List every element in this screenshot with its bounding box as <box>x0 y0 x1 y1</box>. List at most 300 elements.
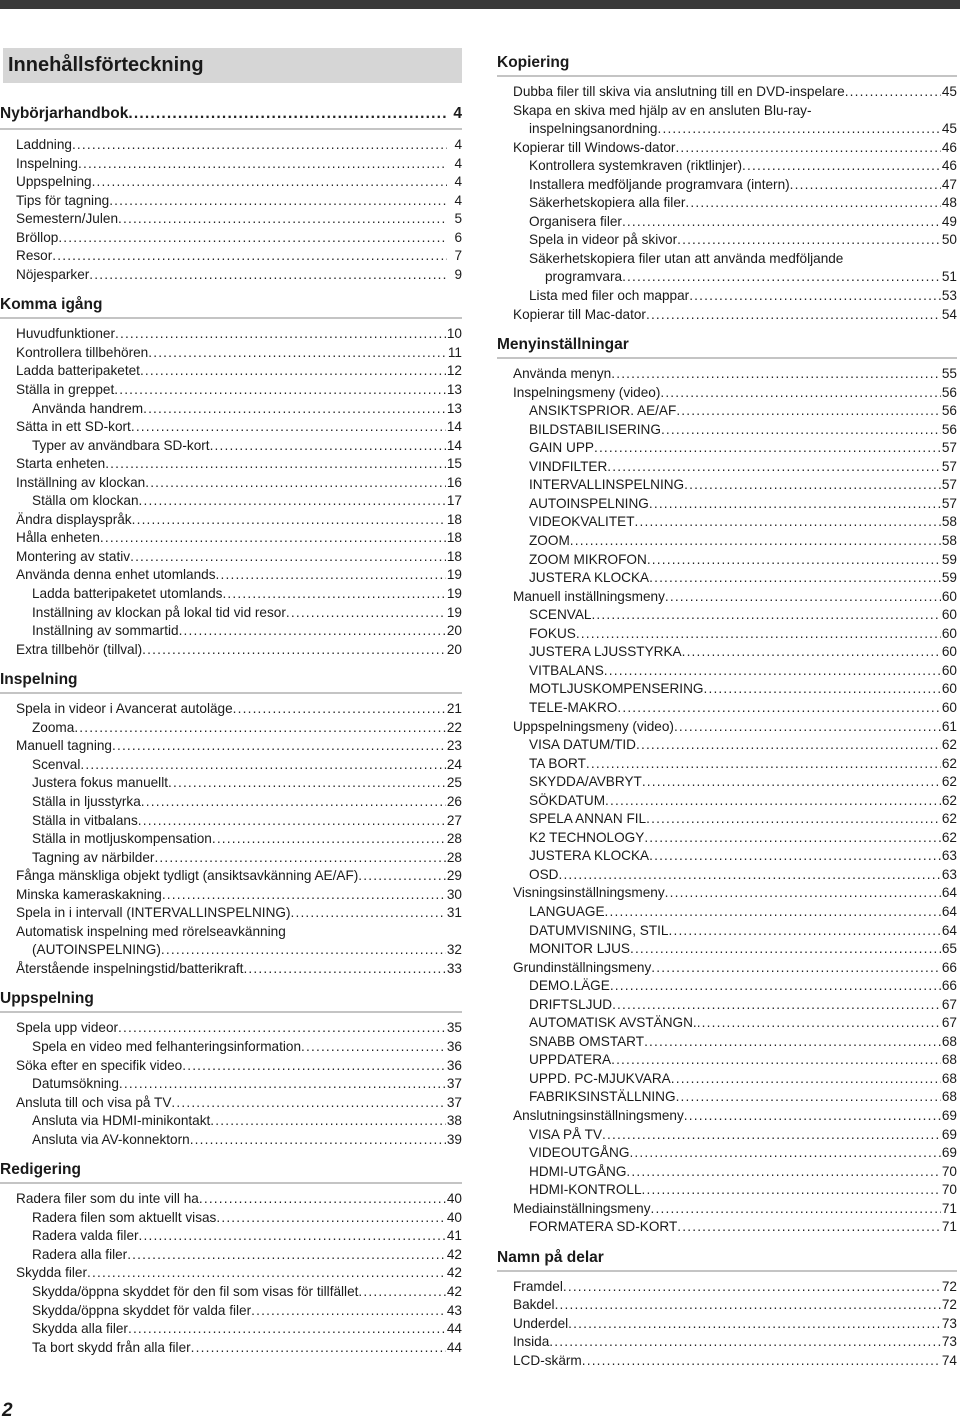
toc-entry[interactable] <box>497 421 957 440</box>
toc-entry[interactable] <box>497 83 957 102</box>
toc-entry[interactable] <box>497 1014 957 1033</box>
toc-items <box>497 83 957 324</box>
toc-entry[interactable] <box>497 384 957 403</box>
toc-entry-label: INTERVALLINSPELNING <box>529 477 685 493</box>
toc-entry-page: 28 <box>446 831 462 847</box>
toc-items <box>0 700 462 978</box>
toc-entry[interactable] <box>497 402 957 421</box>
dot-leader <box>243 960 445 979</box>
toc-entry[interactable] <box>497 532 957 551</box>
dot-leader <box>665 588 941 607</box>
dot-leader <box>644 829 941 848</box>
toc-entry[interactable] <box>0 1264 462 1283</box>
toc-entry-page: 65 <box>941 941 957 957</box>
toc-entry[interactable] <box>0 830 462 849</box>
toc-entry-page: 36 <box>446 1038 462 1054</box>
toc-entry-page: 12 <box>446 363 462 379</box>
toc-entry-page: 42 <box>446 1246 462 1262</box>
toc-entry-label: FABRIKSINSTÄLLNING <box>529 1089 676 1105</box>
toc-entry[interactable] <box>497 306 957 325</box>
toc-entry[interactable] <box>0 960 462 979</box>
toc-entry-label: Laddning <box>16 137 72 152</box>
toc-entry-page: 19 <box>446 567 462 583</box>
toc-entry[interactable] <box>497 1181 957 1200</box>
toc-entry[interactable] <box>0 511 462 530</box>
toc-entry[interactable] <box>497 1126 957 1145</box>
toc-entry[interactable] <box>497 1278 957 1297</box>
toc-entry-label: Fånga mänskliga objekt tydligt (ansiktsavkänning AE/AF) <box>16 868 359 884</box>
toc-entry[interactable] <box>497 1033 957 1052</box>
toc-entry-page: 45 <box>941 121 957 137</box>
toc-entry-label: OSD <box>529 866 559 882</box>
toc-entry[interactable] <box>497 810 957 829</box>
toc-entry-label: Inställning av sommartid <box>32 623 179 639</box>
toc-entry-label: Bröllop <box>16 229 59 245</box>
toc-entry[interactable] <box>0 923 462 960</box>
section-heading: Uppspelning <box>0 990 462 1013</box>
toc-entry-label: Starta enheten <box>16 456 106 472</box>
toc-entry-page: 70 <box>941 1163 957 1179</box>
toc-entry-page: 59 <box>941 551 957 567</box>
toc-entry-label: SÖKDATUM <box>529 792 606 808</box>
dot-leader <box>635 513 941 532</box>
toc-entry-label: Använda menyn <box>513 366 612 382</box>
toc-entry-page: 56 <box>941 403 957 419</box>
toc-entry[interactable] <box>0 173 462 192</box>
toc-section <box>497 1249 957 1371</box>
toc-entry-page: 60 <box>941 662 957 678</box>
toc-entry-page: 61 <box>941 718 957 734</box>
toc-entry[interactable] <box>497 213 957 232</box>
toc-entry-page: 60 <box>941 681 957 697</box>
toc-entry-page: 20 <box>446 623 462 639</box>
toc-entry-page: 19 <box>446 604 462 620</box>
toc-entry[interactable] <box>497 606 957 625</box>
toc-entry-page: 69 <box>941 1107 957 1123</box>
dot-leader <box>682 643 941 662</box>
dot-leader <box>100 529 446 548</box>
toc-entry[interactable] <box>497 495 957 514</box>
toc-entry[interactable] <box>497 773 957 792</box>
toc-entry[interactable] <box>497 157 957 176</box>
toc-entry-page: 59 <box>941 570 957 586</box>
toc-entry[interactable] <box>497 1144 957 1163</box>
toc-entry[interactable] <box>0 229 462 248</box>
dot-leader <box>251 1302 446 1321</box>
dot-leader <box>154 849 445 868</box>
toc-entry[interactable] <box>0 344 462 363</box>
toc-entry[interactable] <box>0 1302 462 1321</box>
toc-entry[interactable] <box>497 458 957 477</box>
toc-entry-label: Inspelningsmeny (video) <box>513 384 661 400</box>
dot-leader <box>549 1333 941 1352</box>
toc-entry[interactable] <box>0 774 462 793</box>
toc-entry[interactable] <box>497 718 957 737</box>
toc-entry[interactable] <box>497 662 957 681</box>
toc-entry-label: BILDSTABILISERING <box>529 421 661 437</box>
toc-entry-page: 6 <box>454 229 462 245</box>
dot-leader <box>138 812 446 831</box>
toc-entry-page: 15 <box>446 456 462 472</box>
toc-entry[interactable] <box>0 1283 462 1302</box>
toc-entry-label-continued: inspelningsanordning <box>529 121 658 137</box>
toc-entry[interactable] <box>497 588 957 607</box>
toc-entry[interactable] <box>0 155 462 174</box>
dot-leader <box>610 977 941 996</box>
toc-entry[interactable] <box>0 737 462 756</box>
dot-leader <box>112 737 446 756</box>
toc-entry-page: 26 <box>446 793 462 809</box>
toc-entry[interactable] <box>0 247 462 266</box>
toc-entry-page: 4 <box>454 174 462 190</box>
toc-entry-label: Kontrollera tillbehören <box>16 344 149 360</box>
toc-entry-page: 4 <box>454 155 462 171</box>
toc-entry-continuation <box>16 941 462 960</box>
toc-entry-label: MOTLJUSKOMPENSERING <box>529 681 704 697</box>
toc-entry[interactable] <box>497 250 957 287</box>
dot-leader <box>657 120 940 139</box>
toc-entry[interactable] <box>0 812 462 831</box>
dot-leader <box>233 700 446 719</box>
toc-entry-page: 62 <box>941 737 957 753</box>
toc-entry-page: 32 <box>446 942 462 958</box>
dot-leader <box>594 439 941 458</box>
toc-entry[interactable] <box>0 641 462 660</box>
toc-entry[interactable] <box>497 996 957 1015</box>
toc-entry-label: Nybörjarhandbok <box>0 105 129 122</box>
toc-entry[interactable] <box>0 266 462 285</box>
toc-entry[interactable] <box>497 829 957 848</box>
toc-entry[interactable] <box>497 959 957 978</box>
dot-leader <box>689 287 941 306</box>
toc-entry-page: 10 <box>446 326 462 342</box>
toc-items <box>0 1019 462 1149</box>
toc-entry[interactable] <box>0 1246 462 1265</box>
toc-entry-label: VISA DATUM/TID <box>529 737 636 753</box>
toc-entry-label: HDMI-KONTROLL <box>529 1182 642 1198</box>
toc-entry-page: 41 <box>446 1228 462 1244</box>
toc-entry[interactable] <box>0 325 462 344</box>
toc-entry-page: 19 <box>446 586 462 602</box>
toc-entry[interactable] <box>0 1339 462 1358</box>
toc-entry[interactable] <box>0 418 462 437</box>
toc-entry[interactable] <box>0 719 462 738</box>
toc-entry-label: Ladda batteripaketet utomlands <box>32 586 223 602</box>
dot-leader <box>358 867 446 886</box>
toc-entry-label: JUSTERA LJUSSTYRKA <box>529 644 682 660</box>
left-sections <box>0 103 462 1357</box>
toc-entry[interactable] <box>497 569 957 588</box>
toc-entry[interactable] <box>0 1209 462 1228</box>
toc-entry-label: Visningsinställningsmeny <box>513 885 665 901</box>
toc-entry[interactable] <box>497 513 957 532</box>
toc-entry-page: 57 <box>941 495 957 511</box>
toc-entry[interactable] <box>0 381 462 400</box>
toc-entry[interactable] <box>0 756 462 775</box>
toc-entry-label: DEMO.LÄGE <box>529 978 610 994</box>
toc-entry-page: 17 <box>446 493 462 509</box>
toc-entry[interactable] <box>497 102 957 139</box>
toc-entry-label: Söka efter en specifik video <box>16 1057 183 1073</box>
toc-entry-label: Manuell tagning <box>16 738 112 754</box>
toc-entry-page: 67 <box>941 996 957 1012</box>
toc-entry-label: Manuell inställningsmeny <box>513 588 665 604</box>
toc-entry-page: 11 <box>447 344 462 360</box>
toc-entry-page: 58 <box>941 533 957 549</box>
toc-entry[interactable] <box>0 1075 462 1094</box>
toc-entry[interactable] <box>0 1227 462 1246</box>
dot-leader <box>168 774 446 793</box>
toc-entry-page: 33 <box>446 960 462 976</box>
toc-entry[interactable] <box>497 139 957 158</box>
toc-entry-page: 21 <box>446 701 462 717</box>
toc-entry[interactable] <box>0 867 462 886</box>
toc-entry-label: DRIFTSLJUD <box>529 996 613 1012</box>
toc-entry[interactable] <box>497 940 957 959</box>
toc-entry[interactable] <box>0 210 462 229</box>
toc-entry-label: TELE-MAKRO <box>529 699 618 715</box>
toc-entry-label: MONITOR LJUS <box>529 941 630 957</box>
toc-entry[interactable] <box>497 365 957 384</box>
toc-entry-page: 71 <box>941 1200 957 1216</box>
toc-entry-label: Typer av användbara SD-kort <box>32 437 210 453</box>
dot-leader <box>612 996 941 1015</box>
dot-leader <box>675 139 940 158</box>
dot-leader <box>301 1038 446 1057</box>
toc-entry[interactable] <box>0 793 462 812</box>
page-title: Innehållsförteckning <box>3 48 462 83</box>
toc-entry[interactable] <box>497 755 957 774</box>
dot-leader <box>291 904 446 923</box>
dot-leader <box>586 755 941 774</box>
toc-entry-page: 35 <box>446 1020 462 1036</box>
toc-entry-label: Skydda alla filer <box>32 1321 128 1337</box>
toc-entry-label: LCD-skärm <box>513 1353 582 1368</box>
toc-entry-label: Underdel <box>513 1315 569 1331</box>
toc-entry-label-continued: programvara <box>545 269 623 285</box>
toc-entry-label: Sätta in ett SD-kort <box>16 419 131 435</box>
dot-leader <box>118 1019 446 1038</box>
dot-leader <box>132 511 446 530</box>
toc-entry-label: Resor <box>16 248 53 264</box>
toc-entry[interactable] <box>497 1107 957 1126</box>
toc-section <box>497 54 957 324</box>
toc-entry-label: ANSIKTSPRIOR. AE/AF <box>529 403 677 419</box>
toc-entry[interactable] <box>497 1051 957 1070</box>
toc-right-column <box>497 48 957 1371</box>
toc-entry-label: Dubba filer till skiva via anslutning till en DVD-inspelare <box>513 84 845 99</box>
toc-entry[interactable] <box>0 886 462 905</box>
toc-entry-label: Minska kameraskakning <box>16 886 162 902</box>
toc-entry[interactable] <box>0 904 462 923</box>
toc-entry[interactable] <box>0 1038 462 1057</box>
toc-entry[interactable] <box>0 566 462 585</box>
toc-entry-label: SNABB OMSTART <box>529 1033 645 1049</box>
toc-entry[interactable] <box>497 439 957 458</box>
toc-entry[interactable] <box>497 1352 957 1371</box>
toc-entry[interactable] <box>497 287 957 306</box>
toc-entry-label: Inställning av klockan på lokal tid vid resor <box>32 604 286 620</box>
dot-leader <box>668 922 940 941</box>
toc-entry-page: 60 <box>941 588 957 604</box>
toc-entry-label: Spela upp videor <box>16 1020 119 1036</box>
dot-leader <box>72 136 447 155</box>
toc-entry[interactable] <box>0 849 462 868</box>
toc-entry[interactable] <box>497 903 957 922</box>
toc-entry[interactable] <box>0 529 462 548</box>
toc-entry[interactable] <box>0 136 462 155</box>
toc-entry[interactable] <box>497 625 957 644</box>
toc-entry[interactable] <box>0 400 462 419</box>
toc-entry-page: 62 <box>941 774 957 790</box>
toc-items <box>0 325 462 659</box>
dot-leader <box>671 1070 941 1089</box>
dot-leader <box>171 1094 445 1113</box>
dot-leader <box>626 1163 940 1182</box>
toc-entry[interactable] <box>497 736 957 755</box>
dot-leader <box>684 476 941 495</box>
dot-leader <box>674 718 941 737</box>
toc-entry[interactable] <box>497 680 957 699</box>
toc-entry[interactable] <box>497 884 957 903</box>
toc-entry[interactable] <box>0 437 462 456</box>
toc-entry-label: Spela en video med felhanteringsinformation <box>32 1038 302 1054</box>
toc-entry-page: 38 <box>446 1113 462 1129</box>
toc-entry[interactable] <box>497 1333 957 1352</box>
toc-entry[interactable] <box>0 1019 462 1038</box>
toc-entry-label: Radera filer som du inte vill ha <box>16 1191 199 1207</box>
toc-entry[interactable] <box>0 474 462 493</box>
toc-entry[interactable] <box>0 622 462 641</box>
toc-entry[interactable] <box>497 643 957 662</box>
toc-entry-label: Huvudfunktioner <box>16 326 115 342</box>
toc-entry[interactable] <box>497 699 957 718</box>
toc-entry[interactable] <box>497 176 957 195</box>
toc-entry-label: Ställa in ljusstyrka <box>32 793 141 809</box>
toc-entry[interactable] <box>0 455 462 474</box>
toc-entry-label: Spela in videor på skivor <box>529 232 678 248</box>
toc-entry[interactable] <box>497 922 957 941</box>
toc-entry[interactable] <box>497 194 957 213</box>
toc-entry-page: 70 <box>941 1182 957 1198</box>
toc-entry-label: Ställa in greppet <box>16 382 115 398</box>
toc-entry[interactable] <box>0 548 462 567</box>
dot-leader <box>646 810 941 829</box>
dot-leader <box>210 437 446 456</box>
toc-items <box>497 365 957 1237</box>
toc-entry-label: Kopierar till Mac-dator <box>513 306 646 322</box>
toc-entry-label: FORMATERA SD-KORT <box>529 1219 678 1235</box>
toc-entry[interactable] <box>497 792 957 811</box>
toc-entry[interactable] <box>0 362 462 381</box>
toc-entry[interactable] <box>497 1218 957 1237</box>
dot-leader <box>605 903 941 922</box>
toc-entry[interactable] <box>497 866 957 885</box>
toc-entry[interactable] <box>0 1320 462 1339</box>
toc-entry-label: UPPD. PC-MJUKVARA <box>529 1070 671 1086</box>
toc-entry-page: 68 <box>941 1089 957 1105</box>
toc-entry[interactable] <box>0 1190 462 1209</box>
toc-entry-label: Skydda/öppna skyddet för den fil som visas för tillfället <box>32 1283 359 1299</box>
dot-leader <box>642 773 941 792</box>
toc-entry-page: 5 <box>454 211 462 227</box>
dot-leader <box>162 886 446 905</box>
toc-entry[interactable] <box>0 1057 462 1076</box>
section-heading-entry[interactable] <box>0 103 462 130</box>
toc-entry-page: 68 <box>941 1033 957 1049</box>
page-number: 2 <box>2 1400 13 1421</box>
toc-entry-page: 62 <box>941 811 957 827</box>
toc-entry-page: 57 <box>941 458 957 474</box>
toc-entry[interactable] <box>0 1131 462 1150</box>
toc-entry[interactable] <box>497 1070 957 1089</box>
toc-entry-label: Justera fokus manuellt <box>32 775 169 791</box>
toc-entry[interactable] <box>0 492 462 511</box>
toc-entry[interactable] <box>0 1094 462 1113</box>
toc-entry[interactable] <box>497 1088 957 1107</box>
dot-leader <box>52 247 447 266</box>
toc-entry[interactable] <box>497 1296 957 1315</box>
toc-entry[interactable] <box>0 1112 462 1131</box>
toc-entry[interactable] <box>0 604 462 623</box>
dot-leader <box>199 1190 446 1209</box>
toc-entry-page: 43 <box>446 1302 462 1318</box>
toc-entry-page: 47 <box>941 176 957 192</box>
toc-entry-label: VISA PÅ TV <box>529 1126 603 1142</box>
dot-leader <box>591 606 940 625</box>
toc-entry[interactable] <box>497 476 957 495</box>
right-sections <box>497 54 957 1371</box>
dot-leader <box>143 400 446 419</box>
toc-entry-page: 68 <box>941 1052 957 1068</box>
toc-entry-page: 60 <box>941 607 957 623</box>
dot-leader <box>642 1181 941 1200</box>
toc-entry-page: 62 <box>941 755 957 771</box>
toc-entry-page: 63 <box>941 848 957 864</box>
toc-entry-page: 74 <box>941 1353 957 1368</box>
dot-leader <box>210 1112 446 1131</box>
toc-entry[interactable] <box>497 551 957 570</box>
toc-entry-label: Semestern/Julen <box>16 211 119 227</box>
toc-entry-label-continued: (AUTOINSPELNING) <box>32 942 161 958</box>
toc-entry[interactable] <box>497 1163 957 1182</box>
toc-entry-label: Zooma <box>32 719 75 735</box>
toc-entry[interactable] <box>497 1315 957 1334</box>
toc-entry-label: Bakdel <box>513 1297 555 1313</box>
toc-entry[interactable] <box>497 231 957 250</box>
toc-entry[interactable] <box>497 847 957 866</box>
toc-entry-label: AUTOMATISK AVSTÄNGN. <box>529 1015 697 1031</box>
toc-entry-label: K2 TECHNOLOGY <box>529 829 645 845</box>
toc-entry-label: Kopierar till Windows-dator <box>513 139 676 155</box>
dot-leader <box>845 83 941 102</box>
toc-entry-page: 23 <box>446 738 462 754</box>
toc-entry-label: Skydda/öppna skyddet för valda filer <box>32 1302 252 1318</box>
toc-entry-page: 63 <box>941 866 957 882</box>
toc-entry-page: 69 <box>941 1145 957 1161</box>
dot-leader <box>570 532 941 551</box>
toc-entry[interactable] <box>497 977 957 996</box>
toc-entry[interactable] <box>0 700 462 719</box>
toc-entry[interactable] <box>0 192 462 211</box>
toc-entry-page: 39 <box>446 1131 462 1147</box>
dot-leader <box>286 604 446 623</box>
toc-entry[interactable] <box>497 1200 957 1219</box>
dot-leader <box>109 192 447 211</box>
section-heading: Namn på delar <box>497 1249 957 1272</box>
toc-entry[interactable] <box>0 585 462 604</box>
dot-leader <box>89 266 447 285</box>
